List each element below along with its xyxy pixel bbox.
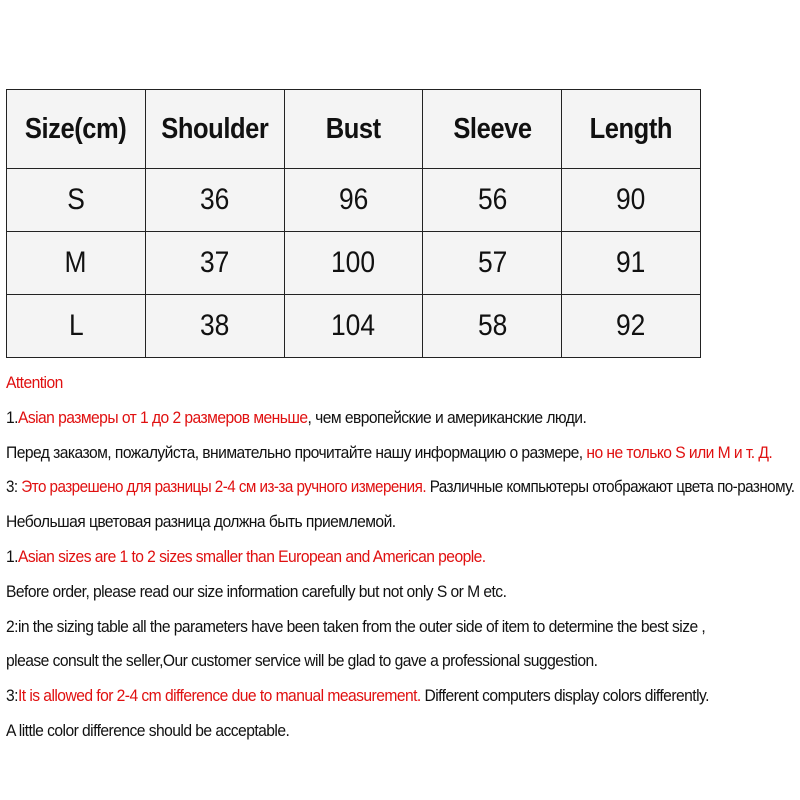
size-notes: [6, 366, 800, 749]
table-cell: 92: [562, 295, 701, 358]
table-cell: 57: [423, 232, 562, 295]
note-ru-3: 3: Это разрешено для разницы 2-4 см из-за ручного измерения. Различные компьютеры отображают цвета по-разному.: [6, 477, 795, 497]
table-cell: 58: [423, 295, 562, 358]
note-ru-2: Перед заказом, пожалуйста, внимательно прочитайте нашу информацию о размере, но не только S или M и т. Д.: [6, 442, 773, 462]
note-en-5: 3:It is allowed for 2-4 cm difference due to manual measurement. Different computers display colors differently.: [6, 686, 709, 706]
header-sleeve: Sleeve: [423, 90, 562, 169]
note-ru-4: Небольшая цветовая разница должна быть приемлемой.: [6, 512, 396, 532]
table-cell: M: [7, 232, 146, 295]
header-length: Length: [562, 90, 701, 169]
note-en-1: 1.Asian sizes are 1 to 2 sizes smaller than European and American people.: [6, 546, 486, 566]
table-cell: 90: [562, 169, 701, 232]
table-header-row: [7, 90, 701, 169]
table-cell: 37: [145, 232, 284, 295]
note-en-3: 2:in the sizing table all the parameters have been taken from the outer side of item to determine the best size ,: [6, 616, 706, 636]
table-cell: 56: [423, 169, 562, 232]
note-en-2: Before order, please read our size information carefully but not only S or M etc.: [6, 581, 507, 601]
attention-heading: Attention: [6, 373, 63, 392]
note-en-6: A little color difference should be acceptable.: [6, 720, 290, 740]
table-cell: 91: [562, 232, 701, 295]
table-cell: 36: [145, 169, 284, 232]
note-ru-1: 1.Asian размеры от 1 до 2 размеров меньше, чем европейские и американские люди.: [6, 407, 587, 427]
note-en-4: please consult the seller,Our customer service will be glad to gave a professional suggestion.: [6, 651, 598, 671]
table-cell: S: [7, 169, 146, 232]
size-chart-table: [6, 89, 701, 358]
table-cell: 38: [145, 295, 284, 358]
table-cell: 96: [284, 169, 423, 232]
table-cell: 100: [284, 232, 423, 295]
header-shoulder: Shoulder: [145, 90, 284, 169]
header-size: Size(cm): [7, 90, 146, 169]
table-cell: 104: [284, 295, 423, 358]
table-row: [7, 169, 701, 232]
table-cell: L: [7, 295, 146, 358]
table-row: [7, 295, 701, 358]
header-bust: Bust: [284, 90, 423, 169]
table-row: [7, 232, 701, 295]
